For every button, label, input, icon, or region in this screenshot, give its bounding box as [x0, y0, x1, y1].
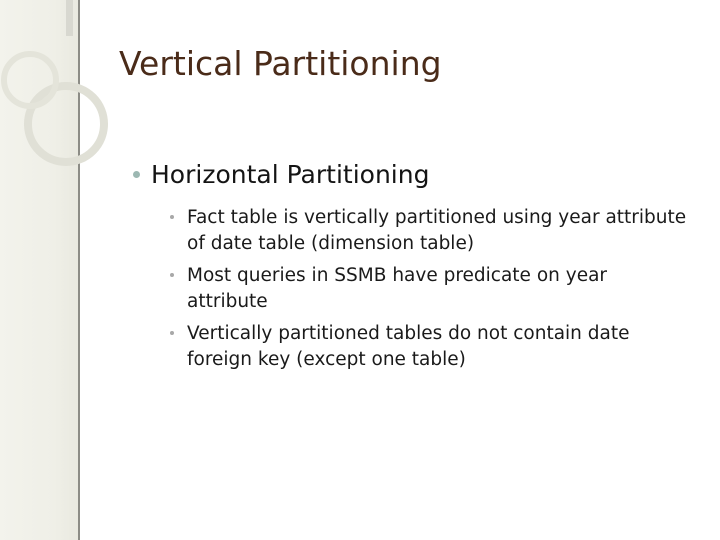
sub-bullet-dot-icon — [170, 273, 174, 277]
sub-bullet-list — [170, 205, 690, 379]
bullet-dot-icon — [133, 171, 140, 178]
decorative-ring-small — [4, 54, 56, 106]
sub-bullet-dot-icon — [170, 331, 174, 335]
decorative-ring-large — [28, 86, 104, 162]
sub-bullet-item — [170, 263, 690, 315]
sub-bullet-item — [170, 205, 690, 257]
sub-bullet-text: Most queries in SSMB have predicate on year attribute — [187, 265, 608, 312]
bullet-text: Horizontal Partitioning — [151, 160, 430, 189]
decorative-bar — [66, 0, 73, 36]
sub-bullet-text: Vertically partitioned tables do not contain date foreign key (except one table) — [187, 323, 630, 370]
sub-bullet-dot-icon — [170, 215, 174, 219]
slide-title: Vertical Partitioning — [119, 44, 442, 83]
decorative-rings — [0, 0, 120, 200]
bullet-level-1 — [133, 160, 429, 189]
sub-bullet-text: Fact table is vertically partitioned using year attribute of date table (dimension table) — [187, 207, 687, 254]
sub-bullet-item — [170, 321, 690, 373]
